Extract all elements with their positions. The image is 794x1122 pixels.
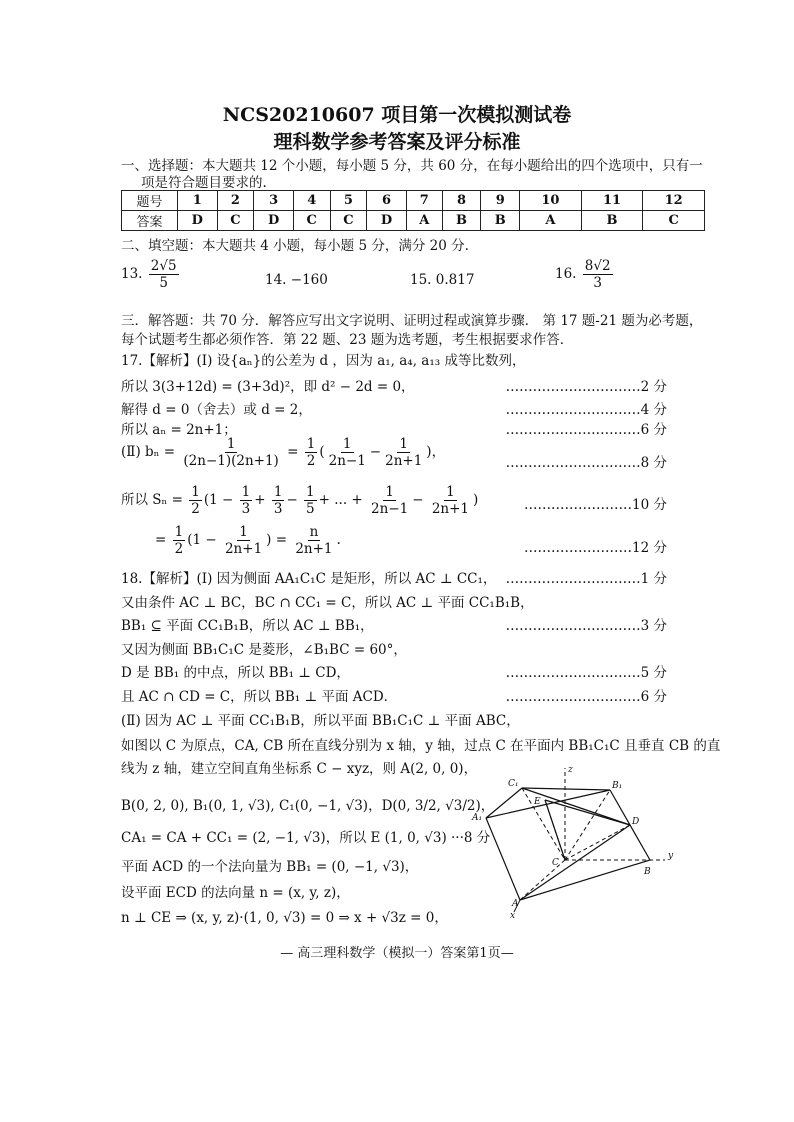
p18-line6: 且 AC ∩ CD = C，所以 BB₁ ⊥ 平面 ACD． bbox=[121, 689, 398, 705]
p17-fraction-den: 5 bbox=[306, 501, 315, 517]
answer-16-denominator: 3 bbox=[593, 275, 602, 291]
table-cell-question-number: 5 bbox=[330, 191, 367, 211]
p18-line9: 线为 z 轴，建立空间直角坐标系 C − xyz，则 A(2, 0, 0)， bbox=[121, 761, 478, 777]
p17-term: (1 − bbox=[187, 532, 217, 548]
table-cell-answer: D bbox=[367, 211, 407, 231]
section1-line1: 一、选择题：本大题共 12 个小题，每小题 5 分，共 60 分，在每小题给出的四个选项中，只有一 bbox=[121, 158, 703, 174]
p18-line4: 又因为侧面 BB₁C₁C 是菱形，∠B₁BC = 60°， bbox=[121, 642, 407, 658]
table-header-answer: 答案 bbox=[122, 211, 178, 231]
edge-a1-a bbox=[486, 818, 520, 900]
answer-13-fraction bbox=[149, 258, 179, 291]
table-cell-answer: B bbox=[481, 211, 520, 231]
edge-a-d bbox=[520, 825, 630, 900]
p17-fraction-num: 1 bbox=[385, 484, 394, 500]
table-cell-answer: B bbox=[442, 211, 481, 231]
score-8: …………………………8 分 bbox=[505, 455, 667, 471]
p17-fraction bbox=[304, 484, 317, 517]
score-10: ……………………10 分 bbox=[524, 497, 667, 513]
score-p18-6: …………………………6 分 bbox=[505, 689, 667, 705]
p17-fraction-num: 1 bbox=[226, 436, 236, 452]
section2-line: 二、填空题：本大题共 4 小题，每小题 5 分，满分 20 分. bbox=[121, 238, 469, 254]
p17-fraction-num: 1 bbox=[446, 484, 455, 500]
p17-term: ) = bbox=[266, 532, 288, 548]
label-d: D bbox=[632, 817, 640, 827]
answer-14: 14. −160 bbox=[265, 272, 328, 288]
label-y: y bbox=[668, 851, 674, 861]
p18-line3: BB₁ ⊆ 平面 CC₁B₁B，所以 AC ⊥ BB₁， bbox=[121, 618, 374, 634]
p17-fraction bbox=[383, 436, 424, 469]
p17-fraction-den: 2n+1 bbox=[431, 501, 470, 517]
p17-fraction-num: 1 bbox=[191, 484, 200, 500]
p17-line7 bbox=[155, 524, 341, 557]
prism-figure bbox=[470, 760, 700, 920]
p17-eq: = bbox=[155, 532, 167, 548]
p17-term: − bbox=[286, 492, 298, 508]
p17-fraction-num: 1 bbox=[399, 436, 408, 452]
p17-fraction-num: n bbox=[309, 524, 319, 540]
score-12: ……………………12 分 bbox=[524, 540, 667, 556]
p17-minus: − bbox=[369, 444, 382, 460]
table-cell-question-number: 6 bbox=[367, 191, 407, 211]
score-p18-3: …………………………3 分 bbox=[505, 618, 667, 634]
label-z: z bbox=[568, 765, 573, 775]
table-cell-answer: C bbox=[217, 211, 254, 231]
answer-16-label: 16. bbox=[555, 266, 577, 282]
p17-fraction-num: 1 bbox=[306, 484, 315, 500]
p17-term: + bbox=[254, 492, 266, 508]
table-cell-question-number: 8 bbox=[442, 191, 481, 211]
table-cell-question-number: 9 bbox=[481, 191, 520, 211]
p17-fraction-den: 2n−1 bbox=[328, 453, 366, 469]
table-header-question: 题号 bbox=[122, 191, 178, 211]
page-subtitle: 理科数学参考答案及评分标准 bbox=[273, 131, 521, 153]
p17-term: . bbox=[336, 532, 341, 548]
p17-b-n-label: (Ⅱ) bₙ = bbox=[121, 444, 176, 460]
answer-16 bbox=[555, 258, 615, 291]
p18-line8: 如图以 C 为原点，CA, CB 所在直线分别为 x 轴，y 轴，过点 C 在平面内 BB₁C₁C 且垂直 CB 的直 bbox=[121, 738, 721, 754]
p17-term: ) bbox=[473, 492, 479, 508]
table-cell-question-number: 3 bbox=[254, 191, 294, 211]
p17-line2: 所以 3(3+12d) = (3+3d)²，即 d² − 2d = 0， bbox=[121, 379, 415, 395]
p17-fraction bbox=[369, 484, 410, 517]
answer-13-label: 13. bbox=[121, 266, 143, 282]
table-cell-question-number: 10 bbox=[520, 191, 582, 211]
p17-fraction-den: 2n+1 bbox=[224, 541, 263, 557]
edge-c1-b1 bbox=[522, 788, 610, 790]
p17-fraction bbox=[181, 436, 280, 469]
hidden-edge-c-b1 bbox=[565, 790, 610, 860]
label-b1: B₁ bbox=[612, 781, 623, 791]
p17-paren: ( bbox=[319, 444, 325, 460]
p17-line4: 所以 aₙ = 2n+1； bbox=[121, 422, 237, 438]
section3-line1: 三．解答题：共 70 分．解答应写出文字说明、证明过程或演算步骤． 第 17 题-21 题为必考题， bbox=[121, 313, 703, 329]
section1-line2: 项是符合题目要求的. bbox=[141, 175, 267, 191]
p17-fraction-num: 1 bbox=[174, 524, 184, 540]
p18-line7: (Ⅱ) 因为 AC ⊥ 平面 CC₁B₁B，所以平面 BB₁C₁C ⊥ 平面 ABC， bbox=[121, 713, 520, 729]
p18-line2: 又由条件 AC ⊥ BC，BC ∩ CC₁ = C，所以 AC ⊥ 平面 CC₁B₁B， bbox=[121, 595, 534, 611]
p17-fraction bbox=[189, 484, 202, 517]
table-cell-question-number: 7 bbox=[406, 191, 442, 211]
table-row-numbers bbox=[122, 191, 705, 211]
p17-line1: 17.【解析】(Ⅰ) 设{aₙ}的公差为 d ，因为 a₁, a₄, a₁₃ 成等比数列， bbox=[121, 353, 526, 369]
answer-16-fraction bbox=[583, 258, 613, 291]
p17-fraction-den: 3 bbox=[273, 501, 283, 517]
p17-line5 bbox=[121, 436, 445, 469]
p17-fraction-num: 1 bbox=[273, 484, 283, 500]
p17-fraction-num: 1 bbox=[239, 524, 248, 540]
answer-13-denominator: 5 bbox=[159, 275, 168, 291]
table-cell-question-number: 2 bbox=[217, 191, 254, 211]
p18-line10: B(0, 2, 0), B₁(0, 1, √3), C₁(0, −1, √3)，D(0, 3/2, √3/2)， bbox=[121, 798, 495, 814]
score-p18-5: …………………………5 分 bbox=[505, 665, 667, 681]
p17-end: )， bbox=[426, 444, 446, 460]
p17-fraction bbox=[272, 484, 285, 517]
table-cell-answer: D bbox=[178, 211, 218, 231]
table-cell-answer: C bbox=[293, 211, 330, 231]
p18-line11: CA₁ = CA + CC₁ = (2, −1, √3)，所以 E (1, 0, √3) ···8 分 bbox=[121, 830, 491, 846]
p17-term: (1 − bbox=[203, 492, 234, 508]
p17-fraction bbox=[173, 524, 186, 557]
p18-line14: n ⊥ CE ⇒ (x, y, z)·(1, 0, √3) = 0 ⇒ x + √3z = 0， bbox=[121, 910, 448, 926]
page-title: NCS20210607 项目第一次模拟测试卷 bbox=[222, 104, 572, 126]
p17-fraction-den: 2 bbox=[306, 453, 316, 469]
p17-fraction-den: 2n+1 bbox=[385, 453, 423, 469]
label-c: C bbox=[552, 858, 559, 868]
score-p18-1: …………………………1 分 bbox=[505, 571, 667, 587]
p17-fraction-den: 2 bbox=[191, 501, 200, 517]
section3-line2: 每个试题考生都必须作答．第 22 题、23 题为选考题，考生根据要求作答． bbox=[121, 332, 574, 348]
table-cell-question-number: 1 bbox=[178, 191, 218, 211]
answer-13 bbox=[121, 258, 181, 291]
table-cell-answer: B bbox=[581, 211, 643, 231]
p17-fraction-den: (2n−1)(2n+1) bbox=[183, 453, 279, 469]
table-cell-answer: A bbox=[406, 211, 442, 231]
p18-line13: 设平面 ECD 的法向量 n = (x, y, z)， bbox=[121, 885, 350, 901]
answer-table bbox=[121, 190, 705, 231]
p17-line6 bbox=[121, 484, 478, 517]
p17-fraction-den: 2n−1 bbox=[371, 501, 409, 517]
table-cell-question-number: 11 bbox=[581, 191, 643, 211]
p17-fraction bbox=[305, 436, 318, 469]
page-footer: — 高三理科数学（模拟一）答案第1页— bbox=[280, 946, 514, 961]
table-cell-answer: C bbox=[330, 211, 367, 231]
p17-fraction-num: 1 bbox=[342, 436, 352, 452]
p17-fraction bbox=[240, 484, 253, 517]
p18-line1: 18.【解析】(Ⅰ) 因为侧面 AA₁C₁C 是矩形，所以 AC ⊥ CC₁， bbox=[121, 571, 497, 587]
p17-fraction-den: 3 bbox=[241, 501, 251, 517]
p17-eq: = bbox=[287, 444, 299, 460]
table-cell-question-number: 4 bbox=[293, 191, 330, 211]
p17-term: − bbox=[412, 492, 424, 508]
label-a: A bbox=[512, 899, 519, 909]
p17-fraction bbox=[327, 436, 368, 469]
label-a1: A₁ bbox=[472, 813, 483, 823]
p17-fraction-num: 1 bbox=[241, 484, 251, 500]
table-cell-question-number: 12 bbox=[643, 191, 705, 211]
score-4: …………………………4 分 bbox=[505, 402, 667, 418]
score-6: …………………………6 分 bbox=[505, 422, 667, 438]
table-row-answers bbox=[122, 211, 705, 231]
p18-line5: D 是 BB₁ 的中点，所以 BB₁ ⊥ CD， bbox=[121, 665, 350, 681]
hidden-edge-c1-c bbox=[522, 788, 565, 860]
hidden-edge-c-d bbox=[565, 825, 630, 860]
label-e: E bbox=[534, 797, 541, 807]
table-cell-answer: A bbox=[520, 211, 582, 231]
answer-15: 15. 0.817 bbox=[410, 272, 475, 288]
p17-fraction bbox=[223, 524, 264, 557]
p17-line3: 解得 d = 0（舍去）或 d = 2， bbox=[121, 402, 312, 418]
label-b: B bbox=[644, 867, 651, 877]
p17-term: + ... + bbox=[318, 492, 363, 508]
table-cell-answer: D bbox=[254, 211, 294, 231]
answer-16-numerator: 8√2 bbox=[584, 258, 611, 274]
score-2: …………………………2 分 bbox=[505, 379, 667, 395]
answer-13-numerator: 2√5 bbox=[150, 258, 177, 274]
p17-s-n-label: 所以 Sₙ = bbox=[121, 492, 183, 508]
p17-fraction bbox=[430, 484, 471, 517]
edge-a-b bbox=[520, 860, 650, 900]
p17-fraction-den: 2n+1 bbox=[295, 541, 333, 557]
label-x: x bbox=[510, 911, 516, 920]
p17-fraction bbox=[293, 524, 334, 557]
table-cell-answer: C bbox=[643, 211, 705, 231]
p17-fraction-den: 2 bbox=[174, 541, 184, 557]
p18-line12: 平面 ACD 的一个法向量为 BB₁ = (0, −1, √3)， bbox=[121, 859, 419, 875]
p17-fraction-num: 1 bbox=[306, 436, 316, 452]
label-c1: C₁ bbox=[508, 779, 519, 789]
